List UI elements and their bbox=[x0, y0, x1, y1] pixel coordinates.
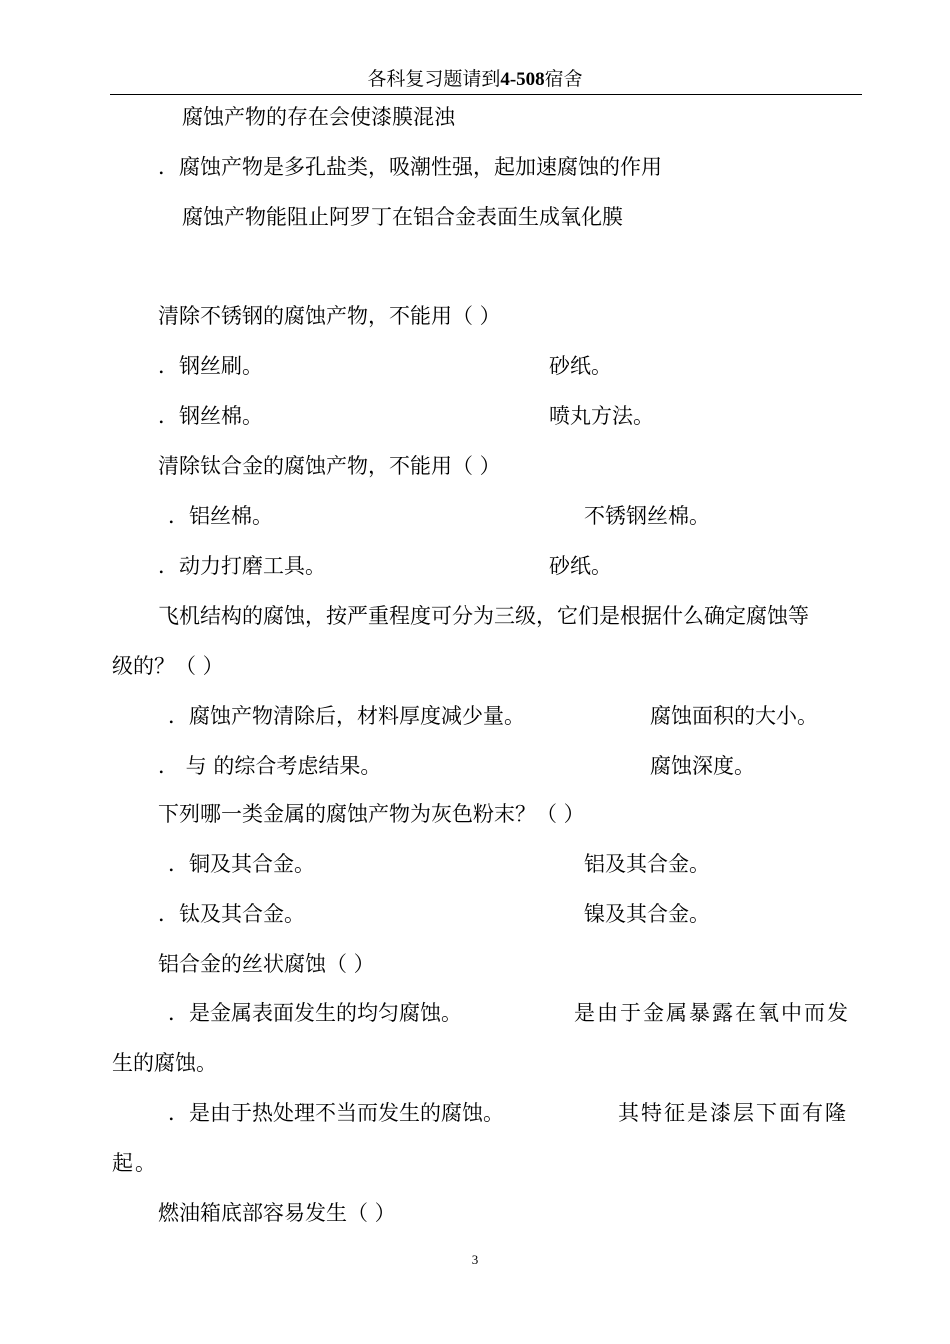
option-d-cont: 起。 bbox=[112, 1151, 158, 1175]
question-text: 下列哪一类金属的腐蚀产物为灰色粉末？（ ） bbox=[158, 802, 585, 826]
option-a: ．钢丝刷。 bbox=[158, 354, 263, 378]
option-line: ．腐蚀产物是多孔盐类，吸潮性强，起加速腐蚀的作用 bbox=[158, 155, 662, 179]
question-text-cont: 级的？（ ） bbox=[112, 654, 224, 678]
page-number: 3 bbox=[471, 1252, 479, 1267]
option-c: ．动力打磨工具。 bbox=[158, 554, 326, 578]
option-d: 镍及其合金。 bbox=[584, 902, 710, 926]
option-c: ．钢丝棉。 bbox=[158, 404, 263, 428]
option-d: 砂纸。 bbox=[549, 554, 612, 578]
option-b: 铝及其合金。 bbox=[584, 852, 710, 876]
option-d: 腐蚀深度。 bbox=[650, 754, 755, 778]
option-b-cont: 生的腐蚀。 bbox=[112, 1051, 217, 1075]
option-line: 腐蚀产物的存在会使漆膜混浊 bbox=[182, 105, 455, 129]
question-text: 铝合金的丝状腐蚀（ ） bbox=[158, 952, 375, 976]
header-rule bbox=[110, 94, 862, 95]
question-text: 清除钛合金的腐蚀产物，不能用（ ） bbox=[158, 454, 501, 478]
header-suffix: 宿舍 bbox=[544, 68, 583, 90]
option-a: ．铝丝棉。 bbox=[168, 504, 273, 528]
option-b: 砂纸。 bbox=[549, 354, 612, 378]
page-header bbox=[0, 68, 950, 91]
question-text: 清除不锈钢的腐蚀产物，不能用（ ） bbox=[158, 304, 501, 328]
option-b: 腐蚀面积的大小。 bbox=[650, 704, 818, 728]
option-b: 是由于金属暴露在氧中而发 bbox=[574, 1001, 850, 1025]
question-text: 飞机结构的腐蚀，按严重程度可分为三级，它们是根据什么确定腐蚀等 bbox=[158, 604, 809, 628]
option-d: 喷丸方法。 bbox=[549, 404, 654, 428]
option-a: ．是金属表面发生的均匀腐蚀。 bbox=[168, 1001, 462, 1025]
header-room: 4-508 bbox=[500, 69, 545, 90]
header-prefix: 各科复习题请到 bbox=[367, 68, 501, 90]
option-a: ．铜及其合金。 bbox=[168, 852, 315, 876]
option-b: 不锈钢丝棉。 bbox=[584, 504, 710, 528]
option-c: ． 与 的综合考虑结果。 bbox=[158, 754, 382, 778]
option-c: ．是由于热处理不当而发生的腐蚀。 bbox=[168, 1101, 504, 1125]
option-c: ．钛及其合金。 bbox=[158, 902, 305, 926]
option-a: ．腐蚀产物清除后，材料厚度减少量。 bbox=[168, 704, 525, 728]
option-line: 腐蚀产物能阻止阿罗丁在铝合金表面生成氧化膜 bbox=[182, 205, 623, 229]
option-d: 其特征是漆层下面有隆 bbox=[618, 1101, 848, 1125]
question-text: 燃油箱底部容易发生（ ） bbox=[158, 1201, 396, 1225]
